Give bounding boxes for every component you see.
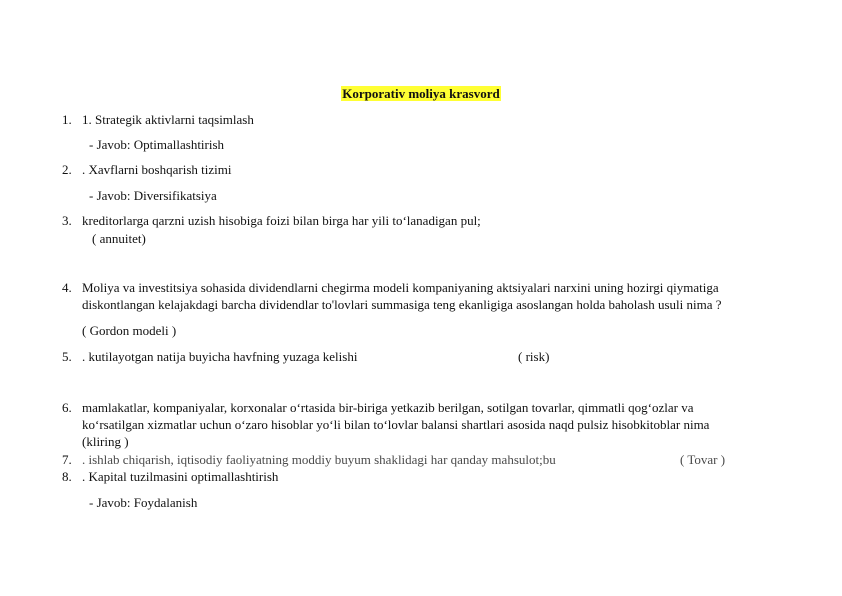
item-8-question: . Kapital tuzilmasini optimallashtirish — [82, 469, 279, 484]
item-7-number: 7. — [62, 452, 72, 467]
item-2-question: . Xavflarni boshqarish tizimi — [82, 162, 232, 177]
item-3-number: 3. — [62, 213, 72, 228]
item-4-number: 4. — [62, 280, 72, 295]
item-5-question: . kutilayotgan natija buyicha havfning yuzaga kelishi — [82, 349, 358, 364]
item-5-number: 5. — [62, 349, 72, 364]
item-3-answer: ( annuitet) — [92, 231, 146, 246]
item-1-number: 1. — [62, 112, 72, 127]
item-8-answer: - Javob: Foydalanish — [89, 495, 198, 510]
item-2-answer: - Javob: Diversifikatsiya — [89, 188, 217, 203]
item-6-number: 6. — [62, 400, 72, 415]
document-title — [0, 86, 842, 102]
item-6-answer: (kliring ) — [82, 434, 129, 449]
item-4-question-line2: diskontlangan kelajakdagi barcha dividendlar to'lovlari summasiga teng ekanligiga asoslangan holda baholash usuli nima ? — [82, 297, 722, 312]
item-4-answer: ( Gordon modeli ) — [82, 323, 177, 338]
item-8-number: 8. — [62, 469, 72, 484]
title-highlight: Korporativ moliya krasvord — [342, 86, 500, 101]
item-7-answer: ( Tovar ) — [680, 452, 726, 467]
item-5-answer: ( risk) — [518, 349, 550, 364]
item-6-question-line1: mamlakatlar, kompaniyalar, korxonalar o‘rtasida bir-biriga yetkazib berilgan, sotilgan tovarlar, qimmatli qog‘ozlar va — [82, 400, 694, 415]
item-4-question-line1: Moliya va investitsiya sohasida dividendlarni chegirma modeli kompaniyaning aktsiyalari narxini uning hozirgi qiymatiga — [82, 280, 719, 295]
item-6-question-line2: ko‘rsatilgan xizmatlar uchun o‘zaro hisoblar yo‘li bilan to‘lovlar balansi shartlari asosida naqd pulsiz hisobkitoblar nima — [82, 417, 710, 432]
item-2-number: 2. — [62, 162, 72, 177]
item-1-answer: - Javob: Optimallashtirish — [89, 137, 225, 152]
item-3-question: kreditorlarga qarzni uzish hisobiga foizi bilan birga har yili to‘lanadigan pul; — [82, 213, 481, 228]
item-1-question: 1. Strategik aktivlarni taqsimlash — [82, 112, 254, 127]
item-7-question: . ishlab chiqarish, iqtisodiy faoliyatning moddiy buyum shaklidagi har qanday mahsulot;bu — [82, 452, 556, 467]
